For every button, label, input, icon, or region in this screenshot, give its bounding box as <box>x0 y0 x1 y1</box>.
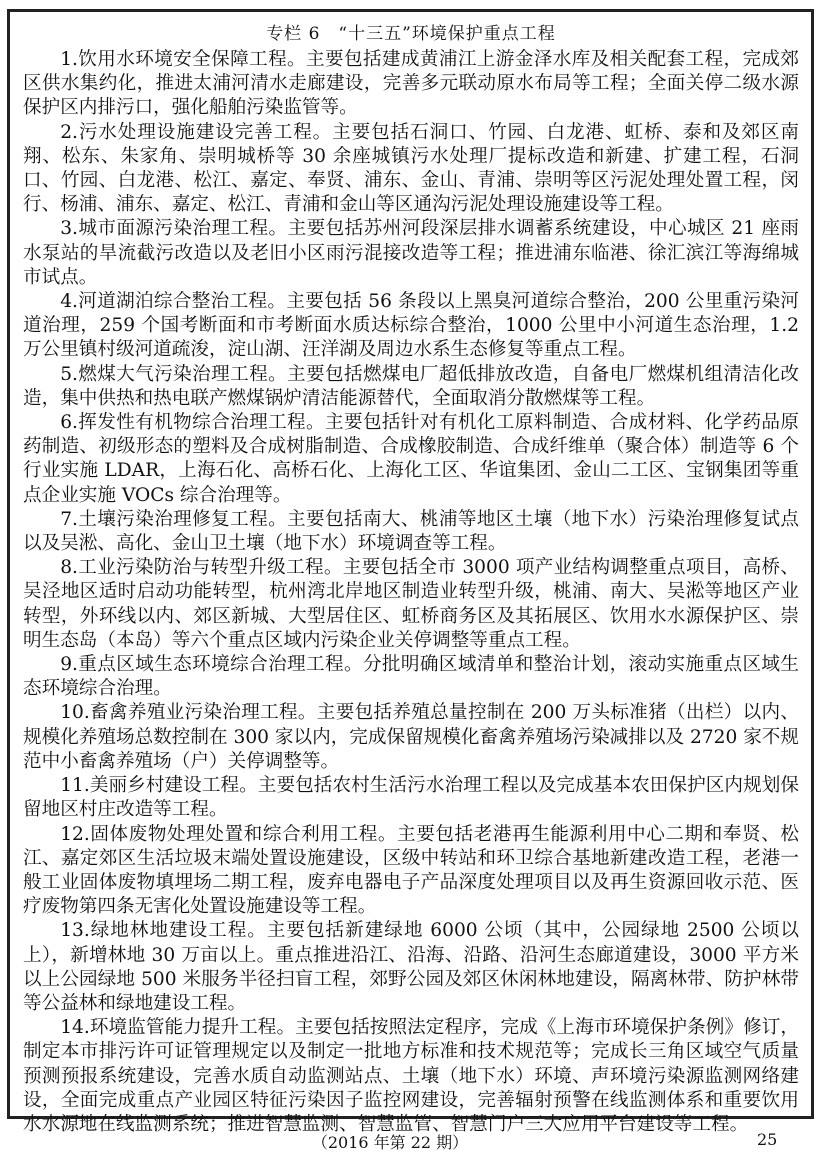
project-paragraph: 5.燃煤大气污染治理工程。主要包括燃煤电厂超低排放改造，自备电厂燃煤机组清洁化改造，集中供热和热电联产燃煤锅炉清洁能源替代，全面取消分散燃煤等工程。 <box>23 363 799 409</box>
project-paragraph: 4.河道湖泊综合整治工程。主要包括 56 条段以上黑臭河道综合整治，200 公里重污染河道治理，259 个国考断面和市考断面水质达标综合整治，1000 公里中小河道生态治理，1.2 万公里镇村级河道疏浚，淀山湖、汪洋湖及周边水系生态修复等重点工程。 <box>23 291 799 361</box>
page-number: 25 <box>757 1130 778 1149</box>
project-paragraph: 1.饮用水环境安全保障工程。主要包括建成黄浦江上游金泽水库及相关配套工程，完成郊区供水集约化，推进太浦河清水走廊建设，完善多元联动原水布局等工程；全面关停二级水源保护区内排污口，强化船舶污染监管等。 <box>23 49 799 119</box>
column-body <box>23 48 799 1137</box>
issue-label: （2016 年第 22 期） <box>311 1133 469 1152</box>
column-title: 专栏 6 “十三五”环境保护重点工程 <box>266 24 556 44</box>
project-paragraph: 13.绿地林地建设工程。主要包括新建绿地 6000 公顷（其中，公园绿地 2500 公顷以上），新增林地 30 万亩以上。重点推进沿江、沿海、沿路、沿河生态廊道建设，3000 平方米以上公园绿地 500 米服务半径扫盲工程，郊野公园及郊区休闲林地建设，隔离林带、防护林带等公益林和绿地建设工程。 <box>23 920 799 1014</box>
project-paragraph: 8.工业污染防治与转型升级工程。主要包括全市 3000 项产业结构调整重点项目，高桥、吴泾地区适时启动功能转型，杭州湾北岸地区制造业转型升级，桃浦、南大、吴淞等地区产业转型，外环线以内、郊区新城、大型居住区、虹桥商务区及其拓展区、饮用水水源保护区、崇明生态岛（本岛）等六个重点区域内污染企业关停调整等重点工程。 <box>23 557 799 651</box>
project-paragraph: 6.挥发性有机物综合治理工程。主要包括针对有机化工原料制造、合成材料、化学药品原药制造、初级形态的塑料及合成树脂制造、合成橡胶制造、合成纤维单（聚合体）制造等 6 个行业实施 LDAR，上海石化、高桥石化、上海化工区、华谊集团、金山二工区、宝钢集团等重点企业实施 VOCs 综合治理等。 <box>23 412 799 506</box>
project-paragraph: 3.城市面源污染治理工程。主要包括苏州河段深层排水调蓄系统建设，中心城区 21 座雨水泵站的旱流截污改造以及老旧小区雨污混接改造等工程；推进浦东临港、徐汇滨江等海绵城市试点。 <box>23 218 799 288</box>
project-paragraph: 9.重点区域生态环境综合治理工程。分批明确区域清单和整治计划，滚动实施重点区域生态环境综合治理。 <box>23 654 799 700</box>
project-paragraph: 14.环境监管能力提升工程。主要包括按照法定程序，完成《上海市环境保护条例》修订，制定本市排污许可证管理规定以及制定一批地方标准和技术规范等；完成长三角区域空气质量预测预报系统建设，完善水质自动监测站点、土壤（地下水）环境、声环境污染源监测网络建设，全面完成重点产业园区特征污染因子监控网建设，完善辐射预警在线监测体系和重要饮用水水源地在线监测系统；推进智慧监测、智慧监管、智慧门户三大应用平台建设等工程。 <box>23 1017 799 1135</box>
project-paragraph: 2.污水处理设施建设完善工程。主要包括石洞口、竹园、白龙港、虹桥、泰和及郊区南翔、松东、朱家角、崇明城桥等 30 余座城镇污水处理厂提标改造和新建、扩建工程，石洞口、竹园、白龙港、松江、嘉定、奉贤、浦东、金山、青浦、崇明等区污泥处理处置工程，闵行、杨浦、浦东、嘉定、松江、青浦和金山等区通沟污泥处理设施建设等工程。 <box>23 121 799 216</box>
project-paragraph: 11.美丽乡村建设工程。主要包括农村生活污水治理工程以及完成基本农田保护区内规划保留地区村庄改造等工程。 <box>23 775 799 821</box>
column-box <box>7 9 814 1135</box>
project-paragraph: 7.土壤污染治理修复工程。主要包括南大、桃浦等地区土壤（地下水）污染治理修复试点以及吴淞、高化、金山卫土壤（地下水）环境调查等工程。 <box>23 508 799 555</box>
project-paragraph: 10.畜禽养殖业污染治理工程。主要包括养殖总量控制在 200 万头标准猪（出栏）以内、规模化养殖场总数控制在 300 家以内，完成保留规模化畜禽养殖场污染减排以及 2720 家不规范中小畜禽养殖场（户）关停调整等。 <box>23 702 799 772</box>
project-paragraph: 12.固体废物处理处置和综合利用工程。主要包括老港再生能源利用中心二期和奉贤、松江、嘉定郊区生活垃圾末端处置设施建设，区级中转站和环卫综合基地新建改造工程，老港一般工业固体废物填埋场二期工程，废弃电器电子产品深度处理项目以及再生资源回收示范、医疗废物第四条无害化处置设施建设等工程。 <box>23 823 799 918</box>
